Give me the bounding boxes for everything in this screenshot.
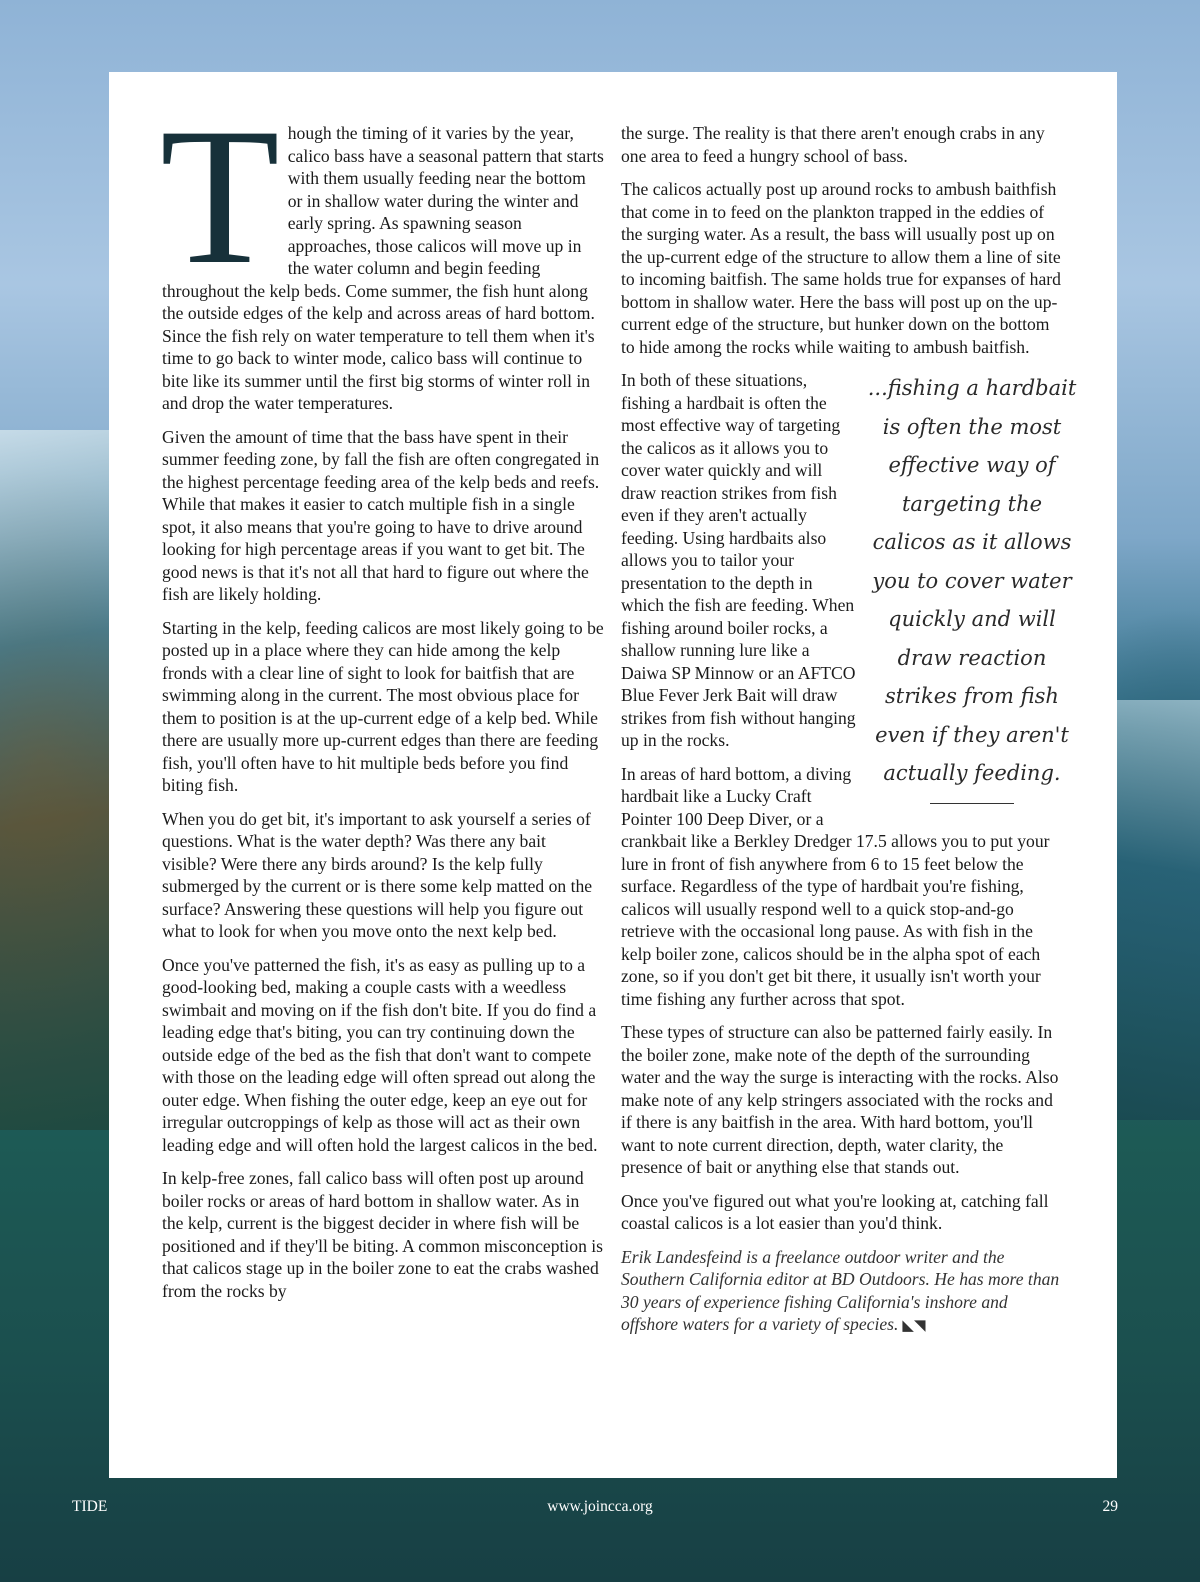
article-paragraph-intro (160, 88, 604, 415)
article-paragraph: the surge. The reality is that there aren't enough crabs in any one area to feed a hungry school of bass. (621, 123, 1045, 166)
article-card (109, 72, 1117, 1478)
footer-magazine-name: TIDE (72, 1498, 108, 1515)
article-paragraph: In both of these situations, fishing a hardbait is often the most effective way of targeting the calicos as it allows you to cover water quickly and will draw reaction strikes from fish even if they aren't actually feeding. Using hardbaits also allows you to tailor your presentation to the depth in which the fish are feeding. When fishing around boiler rocks, a shallow running lure like a Daiwa SP Minnow or an AFTCO Blue Fever Jerk Bait will draw strikes from fish without hanging up in the rocks. (621, 370, 856, 750)
article-paragraph: In kelp-free zones, fall calico bass will often post up around boiler rocks or areas of hard bottom in shallow water. As in the kelp, current is the biggest decider in where fish will be positioned and if they'll be biting. A common misconception is that calicos stage up in the boiler zone to eat the crabs washed from the rocks by (162, 1168, 604, 1301)
fish-logo-icon: ◣◥ (902, 1318, 926, 1334)
article-column-right (621, 122, 1077, 1349)
author-bio (621, 1246, 1065, 1338)
article-paragraph: Once you've patterned the fish, it's as easy as pulling up to a good-looking bed, making a couple casts with a weedless swimbait and moving on if the fish don't bite. If you do find a leading edge that's biting, you can try continuing down the outside edge of the bed as the fish that don't want to compete with those on the leading edge will often spread out along the outer edge. When fishing the outer edge, keep an eye out for irregular outcroppings of kelp as those will act as their own leading edge and will often hold the largest calicos in the bed. (162, 954, 598, 1155)
article-column-left (160, 88, 604, 1313)
article-paragraph: Given the amount of time that the bass have spent in their summer feeding zone, by fall the fish are often congregated in the highest percentage feeding area of the kelp beds and reefs. While that makes it easier to catch multiple fish in a single spot, it also means that you're going to have to drive around looking for high percentage areas if you want to get bit. The good news is that it's not all that hard to figure out where the fish are likely holding. (162, 426, 600, 604)
author-bio-text: Erik Landesfeind is a freelance outdoor writer and the Southern California editor at BD Outdoors. He has more than 30 years of experience fishing California's inshore and offshore waters for a variety of species. (621, 1246, 1060, 1334)
footer-page-number: 29 (1102, 1498, 1118, 1515)
article-paragraph: Starting in the kelp, feeding calicos are most likely going to be posted up in a place where they can hide among the kelp fronds with a clear line of sight to look for baitfish that are swimming along in the current. The most obvious place for them to position is at the up-current edge of a kelp bed. While there are usually more up-current edges than there are feeding fish, you'll often have to hit multiple beds before you find biting fish. (162, 617, 604, 795)
article-paragraph: These types of structure can also be patterned fairly easily. In the boiler zone, make note of the depth of the surrounding water and the way the surge is interacting with the rocks. Also make note of any kelp stringers associated with the rocks and if there is any baitfish in the area. With hard bottom, you'll want to note current direction, depth, water clarity, the presence of bait or anything else that stands out. (621, 1022, 1059, 1177)
intro-text: hough the timing of it varies by the year, calico bass have a seasonal pattern that starts with them usually feeding near the bottom or in shallow water during the winter and early spring. As spawning season approaches, those calicos will move up in the water column and begin feeding throughout the kelp beds. Come summer, the fish hunt along the outside edges of the kelp and across areas of hard bottom. Since the fish rely on water temperature to tell them when it's time to go back to winter mode, calico bass will continue to bite like its summer until the first big storms of winter roll in and drop the water temperatures. (162, 123, 604, 413)
article-paragraph: Once you've figured out what you're looking at, catching fall coastal calicos is a lot easier than you'd think. (621, 1190, 1049, 1233)
pull-quote-text: ...fishing a hardbait is often the most effective way of targeting the calicos as it allows you to cover water quickly and will draw reaction strikes from fish even if they aren't actually feeding. (867, 376, 1077, 785)
dropcap-letter: T (160, 88, 280, 305)
article-paragraph: In areas of hard bottom, a diving hardbait like a Lucky Craft Pointer 100 Deep Diver, or a crankbait like a Berkley Dredger 17.5 allows you to put your lure in front of fish anywhere from 6 to 15 feet below the surface. Regardless of the type of hardbait you're fishing, calicos will usually respond well to a quick stop-and-go retrieve with the occasional long pause. As with fish in the kelp boiler zone, calicos should be in the alpha spot of each zone, so if you don't get bit there, it usually isn't worth your time fishing any further across that spot. (621, 763, 1050, 1009)
footer-url-link[interactable]: www.joincca.org (547, 1498, 653, 1515)
footer-url (0, 1498, 1200, 1516)
article-paragraph: When you do get bit, it's important to ask yourself a series of questions. What is the water depth? Was there any bait visible? Were there any birds around? Is the kelp fully submerged by the current or is there some kelp matted on the surface? Answering these questions will help you figure out what to look for when you move onto the next kelp bed. (162, 808, 593, 941)
article-paragraph: The calicos actually post up around rocks to ambush baithfish that come in to feed on the plankton trapped in the eddies of the surging water. As a result, the bass will usually post up on the up-current edge of the structure to allow them a line of site to incoming baitfish. The same holds true for expanses of hard bottom in shallow water. Here the bass will post up on the up-current edge of the structure, but hunker down on the bottom to hide among the rocks while waiting to ambush baitfish. (621, 179, 1061, 357)
pull-quote-divider (930, 803, 1014, 804)
pull-quote (867, 369, 1077, 804)
